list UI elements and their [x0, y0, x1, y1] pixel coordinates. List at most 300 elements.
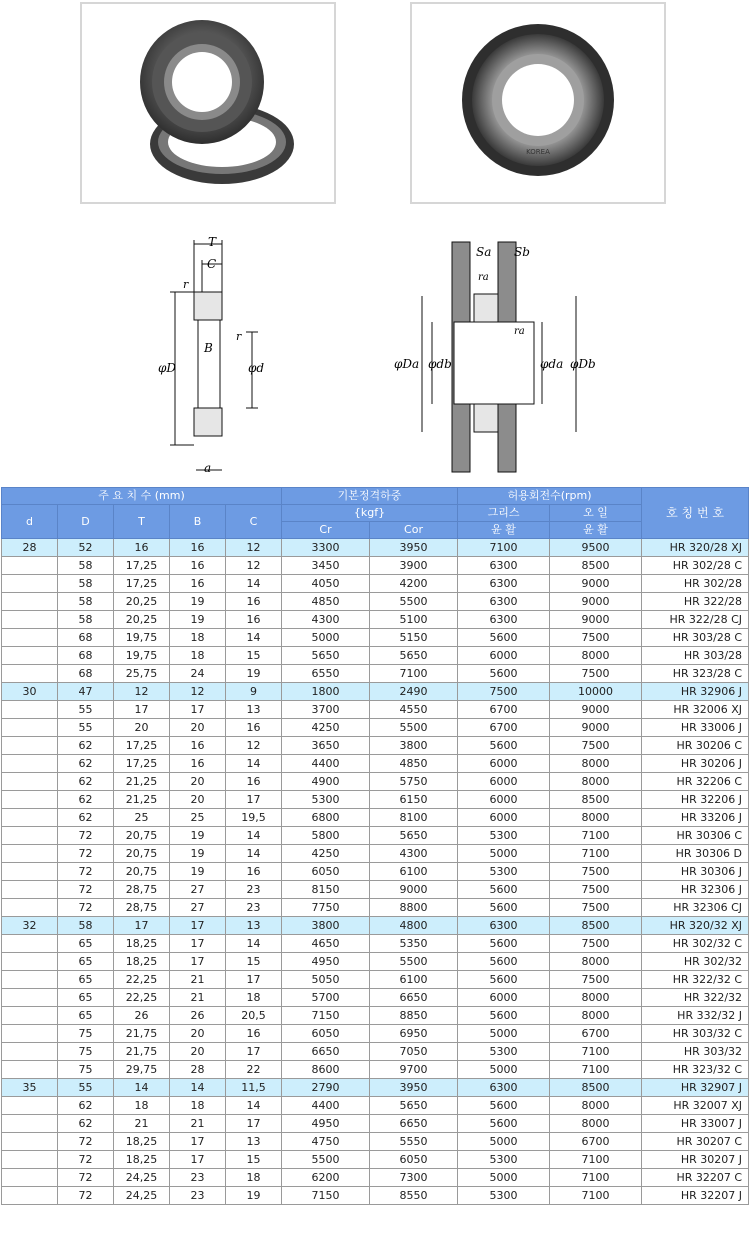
table-row [2, 1187, 749, 1205]
cell-model: HR 32907 J [642, 1079, 749, 1097]
cell-oil: 7500 [550, 629, 642, 647]
cell-d: 32 [2, 917, 58, 935]
table-row [2, 737, 749, 755]
cell-T: 21,25 [114, 773, 170, 791]
label-Db: φDb [570, 357, 596, 371]
cell-Cor: 5100 [370, 611, 458, 629]
cell-grease: 5600 [458, 953, 550, 971]
cell-Cor: 4850 [370, 755, 458, 773]
cell-D: 72 [58, 899, 114, 917]
cell-C: 14 [226, 629, 282, 647]
cell-model: HR 30306 D [642, 845, 749, 863]
cell-grease: 5300 [458, 1043, 550, 1061]
cell-B: 16 [170, 575, 226, 593]
cell-Cr: 4250 [282, 845, 370, 863]
cell-Cor: 5500 [370, 593, 458, 611]
header-col-T: T [114, 505, 170, 539]
cell-Cr: 4400 [282, 1097, 370, 1115]
cell-Cor: 5550 [370, 1133, 458, 1151]
cell-d [2, 1115, 58, 1133]
cell-oil: 8000 [550, 647, 642, 665]
cell-oil: 7500 [550, 935, 642, 953]
cell-grease: 5300 [458, 863, 550, 881]
cell-oil: 8500 [550, 1079, 642, 1097]
table-row [2, 593, 749, 611]
header-col-d: d [2, 505, 58, 539]
header-col-Cor: Cor [370, 522, 458, 539]
cell-grease: 5600 [458, 629, 550, 647]
cell-grease: 7100 [458, 539, 550, 557]
cell-T: 20,75 [114, 827, 170, 845]
cell-D: 72 [58, 1169, 114, 1187]
cell-Cr: 4950 [282, 1115, 370, 1133]
table-row [2, 935, 749, 953]
cell-B: 26 [170, 1007, 226, 1025]
cell-d [2, 593, 58, 611]
label-a: a [204, 461, 212, 475]
cell-oil: 9500 [550, 539, 642, 557]
cell-model: HR 332/32 J [642, 1007, 749, 1025]
cell-Cor: 5650 [370, 647, 458, 665]
cell-T: 17,25 [114, 737, 170, 755]
cell-T: 19,75 [114, 647, 170, 665]
cell-T: 24,25 [114, 1169, 170, 1187]
cell-T: 18,25 [114, 1133, 170, 1151]
cell-B: 25 [170, 809, 226, 827]
cell-D: 75 [58, 1043, 114, 1061]
cell-oil: 9000 [550, 593, 642, 611]
cell-C: 9 [226, 683, 282, 701]
cell-Cr: 6800 [282, 809, 370, 827]
cell-Cor: 8550 [370, 1187, 458, 1205]
cell-model: HR 32306 CJ [642, 899, 749, 917]
table-row [2, 1079, 749, 1097]
cell-model: HR 32207 J [642, 1187, 749, 1205]
cell-oil: 7100 [550, 827, 642, 845]
cell-Cr: 7150 [282, 1007, 370, 1025]
cell-D: 58 [58, 611, 114, 629]
cell-Cr: 4750 [282, 1133, 370, 1151]
cell-D: 68 [58, 647, 114, 665]
label-Da: φDa [394, 357, 420, 371]
cell-grease: 6000 [458, 773, 550, 791]
header-grease-2: 윤 활 [458, 522, 550, 539]
cell-Cor: 8100 [370, 809, 458, 827]
label-d: φd [248, 361, 265, 375]
cell-C: 16 [226, 611, 282, 629]
cell-model: HR 323/28 C [642, 665, 749, 683]
cell-d [2, 881, 58, 899]
table-row [2, 575, 749, 593]
cell-C: 12 [226, 539, 282, 557]
cell-Cor: 7300 [370, 1169, 458, 1187]
label-r-inner: r [236, 330, 242, 343]
cell-grease: 5000 [458, 1133, 550, 1151]
cell-grease: 5600 [458, 1097, 550, 1115]
cell-model: HR 320/32 XJ [642, 917, 749, 935]
cell-d [2, 557, 58, 575]
cell-B: 19 [170, 827, 226, 845]
cell-Cor: 8800 [370, 899, 458, 917]
cell-Cor: 5650 [370, 827, 458, 845]
cell-T: 18,25 [114, 1151, 170, 1169]
cell-B: 20 [170, 1025, 226, 1043]
cell-T: 21,75 [114, 1043, 170, 1061]
label-db: φdb [428, 357, 452, 371]
header-load-unit: {kgf} [282, 505, 458, 522]
table-row [2, 1151, 749, 1169]
cell-Cor: 6050 [370, 1151, 458, 1169]
cell-Cr: 5700 [282, 989, 370, 1007]
header-model: 호 칭 번 호 [642, 488, 749, 539]
cell-d [2, 665, 58, 683]
cell-Cor: 5750 [370, 773, 458, 791]
cell-T: 28,75 [114, 899, 170, 917]
cell-model: HR 303/32 C [642, 1025, 749, 1043]
cell-model: HR 322/32 C [642, 971, 749, 989]
cell-grease: 6300 [458, 611, 550, 629]
cell-D: 72 [58, 1133, 114, 1151]
cell-model: HR 30207 C [642, 1133, 749, 1151]
cell-Cor: 6100 [370, 863, 458, 881]
cell-C: 17 [226, 1115, 282, 1133]
cell-model: HR 32206 J [642, 791, 749, 809]
cell-D: 65 [58, 953, 114, 971]
label-B: B [204, 341, 213, 355]
table-row [2, 773, 749, 791]
header-load-rating: 기본정격하중 [282, 488, 458, 505]
cell-oil: 9000 [550, 611, 642, 629]
cell-Cr: 4900 [282, 773, 370, 791]
cell-oil: 7500 [550, 971, 642, 989]
cell-T: 17,25 [114, 575, 170, 593]
cell-oil: 7100 [550, 1061, 642, 1079]
table-row [2, 557, 749, 575]
cell-d [2, 809, 58, 827]
cell-d [2, 899, 58, 917]
header-row-2 [2, 505, 749, 522]
header-main-dims: 주 요 치 수 (mm) [2, 488, 282, 505]
cell-oil: 9000 [550, 575, 642, 593]
cell-Cr: 8600 [282, 1061, 370, 1079]
cell-grease: 6000 [458, 647, 550, 665]
cell-Cor: 2490 [370, 683, 458, 701]
cell-d [2, 1133, 58, 1151]
header-oil-1: 오 일 [550, 505, 642, 522]
cell-C: 12 [226, 557, 282, 575]
header-speed: 허용회전수(rpm) [458, 488, 642, 505]
cell-model: HR 322/28 [642, 593, 749, 611]
table-row [2, 629, 749, 647]
cell-Cor: 4200 [370, 575, 458, 593]
cell-C: 14 [226, 827, 282, 845]
cell-grease: 5300 [458, 827, 550, 845]
cell-grease: 5600 [458, 881, 550, 899]
cell-C: 15 [226, 1151, 282, 1169]
cell-Cor: 3950 [370, 539, 458, 557]
cell-oil: 10000 [550, 683, 642, 701]
cell-Cor: 4800 [370, 917, 458, 935]
bearing-image-angled [82, 4, 334, 202]
cell-model: HR 320/28 XJ [642, 539, 749, 557]
cell-D: 65 [58, 1007, 114, 1025]
cell-d: 30 [2, 683, 58, 701]
cell-model: HR 302/32 C [642, 935, 749, 953]
cell-C: 15 [226, 647, 282, 665]
cell-C: 19 [226, 1187, 282, 1205]
cell-D: 58 [58, 575, 114, 593]
cell-d [2, 863, 58, 881]
cell-oil: 8000 [550, 809, 642, 827]
cell-grease: 6000 [458, 809, 550, 827]
bearing-photo-left [80, 2, 336, 204]
cell-Cr: 7150 [282, 1187, 370, 1205]
cell-oil: 7500 [550, 665, 642, 683]
cell-C: 13 [226, 1133, 282, 1151]
cell-model: HR 33206 J [642, 809, 749, 827]
cell-Cr: 5050 [282, 971, 370, 989]
cell-C: 23 [226, 881, 282, 899]
cell-C: 15 [226, 953, 282, 971]
cell-oil: 7500 [550, 899, 642, 917]
cell-d [2, 1151, 58, 1169]
cell-B: 14 [170, 1079, 226, 1097]
table-row [2, 827, 749, 845]
label-D: φD [158, 361, 177, 375]
cell-model: HR 302/32 [642, 953, 749, 971]
cell-Cr: 2790 [282, 1079, 370, 1097]
cell-oil: 8500 [550, 557, 642, 575]
cell-model: HR 32906 J [642, 683, 749, 701]
cell-Cr: 7750 [282, 899, 370, 917]
cell-model: HR 33006 J [642, 719, 749, 737]
cell-Cr: 3650 [282, 737, 370, 755]
bearing-photo-right [410, 2, 666, 204]
cell-T: 22,25 [114, 971, 170, 989]
cell-model: HR 30306 C [642, 827, 749, 845]
cell-grease: 5600 [458, 737, 550, 755]
cell-oil: 8000 [550, 1007, 642, 1025]
cell-oil: 7100 [550, 1169, 642, 1187]
cell-Cr: 8150 [282, 881, 370, 899]
cell-B: 19 [170, 593, 226, 611]
cell-T: 12 [114, 683, 170, 701]
cell-grease: 7500 [458, 683, 550, 701]
cell-model: HR 323/32 C [642, 1061, 749, 1079]
cell-C: 13 [226, 701, 282, 719]
cell-C: 16 [226, 593, 282, 611]
cell-B: 16 [170, 539, 226, 557]
cell-D: 62 [58, 791, 114, 809]
bearing-marking-text: KOREA [526, 148, 550, 156]
cell-oil: 8000 [550, 989, 642, 1007]
cell-B: 18 [170, 629, 226, 647]
cell-T: 14 [114, 1079, 170, 1097]
cell-Cr: 3300 [282, 539, 370, 557]
table-row [2, 845, 749, 863]
cell-Cr: 4400 [282, 755, 370, 773]
cell-D: 62 [58, 1115, 114, 1133]
cell-model: HR 30206 C [642, 737, 749, 755]
cell-C: 14 [226, 755, 282, 773]
cell-grease: 5300 [458, 1187, 550, 1205]
cell-D: 62 [58, 809, 114, 827]
cell-Cr: 5800 [282, 827, 370, 845]
label-ra-top: ra [478, 272, 489, 283]
cell-B: 28 [170, 1061, 226, 1079]
cell-C: 16 [226, 773, 282, 791]
cell-Cor: 5350 [370, 935, 458, 953]
cell-Cr: 3800 [282, 917, 370, 935]
cell-Cor: 6650 [370, 989, 458, 1007]
cell-C: 14 [226, 1097, 282, 1115]
cell-B: 17 [170, 917, 226, 935]
table-row [2, 539, 749, 557]
header-col-D: D [58, 505, 114, 539]
cell-Cr: 6650 [282, 1043, 370, 1061]
cell-C: 19,5 [226, 809, 282, 827]
cell-model: HR 302/28 [642, 575, 749, 593]
cell-D: 47 [58, 683, 114, 701]
table-row [2, 791, 749, 809]
table-row [2, 971, 749, 989]
cell-B: 27 [170, 881, 226, 899]
cell-T: 20,25 [114, 611, 170, 629]
cell-Cor: 6100 [370, 971, 458, 989]
cell-B: 23 [170, 1169, 226, 1187]
cell-oil: 8000 [550, 773, 642, 791]
cell-T: 16 [114, 539, 170, 557]
cell-model: HR 303/28 [642, 647, 749, 665]
cell-D: 55 [58, 701, 114, 719]
cell-Cr: 5500 [282, 1151, 370, 1169]
cell-C: 17 [226, 971, 282, 989]
label-T: T [208, 235, 217, 249]
cell-Cor: 3950 [370, 1079, 458, 1097]
cell-grease: 5300 [458, 1151, 550, 1169]
cell-C: 14 [226, 845, 282, 863]
cell-model: HR 303/32 [642, 1043, 749, 1061]
cell-B: 16 [170, 557, 226, 575]
cell-Cr: 4850 [282, 593, 370, 611]
cell-model: HR 30306 J [642, 863, 749, 881]
cell-D: 68 [58, 629, 114, 647]
cell-B: 27 [170, 899, 226, 917]
mounting-dimension-drawing [392, 236, 602, 478]
table-row [2, 863, 749, 881]
cell-Cor: 4550 [370, 701, 458, 719]
cell-Cor: 3800 [370, 737, 458, 755]
cell-T: 21 [114, 1115, 170, 1133]
cell-d [2, 755, 58, 773]
cell-C: 18 [226, 989, 282, 1007]
cell-Cor: 7100 [370, 665, 458, 683]
cell-model: HR 322/28 CJ [642, 611, 749, 629]
cell-d [2, 737, 58, 755]
cell-grease: 5600 [458, 899, 550, 917]
cell-D: 58 [58, 557, 114, 575]
cell-T: 25,75 [114, 665, 170, 683]
cell-grease: 5600 [458, 665, 550, 683]
cell-grease: 5600 [458, 935, 550, 953]
header-col-B: B [170, 505, 226, 539]
cell-grease: 5000 [458, 1025, 550, 1043]
cell-d [2, 791, 58, 809]
table-row [2, 809, 749, 827]
cell-D: 55 [58, 1079, 114, 1097]
cell-Cr: 6550 [282, 665, 370, 683]
cell-grease: 6000 [458, 791, 550, 809]
cell-D: 62 [58, 737, 114, 755]
label-Sa: Sa [476, 245, 492, 259]
cell-B: 16 [170, 737, 226, 755]
cell-d [2, 935, 58, 953]
cell-model: HR 32306 J [642, 881, 749, 899]
cell-grease: 5600 [458, 1007, 550, 1025]
cell-oil: 7100 [550, 1151, 642, 1169]
cell-d [2, 1043, 58, 1061]
cell-D: 72 [58, 863, 114, 881]
cell-B: 18 [170, 1097, 226, 1115]
cell-T: 20,75 [114, 863, 170, 881]
table-row [2, 1133, 749, 1151]
cell-model: HR 302/28 C [642, 557, 749, 575]
cell-grease: 5000 [458, 845, 550, 863]
cell-D: 72 [58, 881, 114, 899]
cell-grease: 6300 [458, 917, 550, 935]
cell-T: 21,75 [114, 1025, 170, 1043]
cell-B: 17 [170, 1133, 226, 1151]
cell-T: 18,25 [114, 935, 170, 953]
cell-Cr: 6050 [282, 863, 370, 881]
cell-B: 17 [170, 935, 226, 953]
cell-d [2, 1187, 58, 1205]
cell-d [2, 629, 58, 647]
cell-Cr: 6050 [282, 1025, 370, 1043]
cell-Cor: 3900 [370, 557, 458, 575]
cell-B: 21 [170, 1115, 226, 1133]
table-row [2, 1025, 749, 1043]
header-row-1 [2, 488, 749, 505]
cell-d [2, 827, 58, 845]
cell-B: 20 [170, 1043, 226, 1061]
table-row [2, 989, 749, 1007]
cell-D: 65 [58, 971, 114, 989]
cell-T: 20,75 [114, 845, 170, 863]
cell-grease: 6000 [458, 989, 550, 1007]
cell-B: 12 [170, 683, 226, 701]
cell-oil: 7500 [550, 863, 642, 881]
cell-oil: 8500 [550, 791, 642, 809]
cell-oil: 8000 [550, 1097, 642, 1115]
table-row [2, 881, 749, 899]
cell-oil: 8500 [550, 917, 642, 935]
cell-D: 75 [58, 1025, 114, 1043]
cell-Cor: 9700 [370, 1061, 458, 1079]
cell-d [2, 701, 58, 719]
cell-Cr: 5000 [282, 629, 370, 647]
cell-Cor: 5150 [370, 629, 458, 647]
cell-Cor: 6950 [370, 1025, 458, 1043]
bearing-dimension-drawing [150, 230, 280, 475]
cell-d [2, 719, 58, 737]
cell-T: 29,75 [114, 1061, 170, 1079]
cell-D: 62 [58, 755, 114, 773]
cell-T: 17 [114, 917, 170, 935]
cell-Cor: 9000 [370, 881, 458, 899]
cell-Cr: 5650 [282, 647, 370, 665]
cell-Cr: 4300 [282, 611, 370, 629]
